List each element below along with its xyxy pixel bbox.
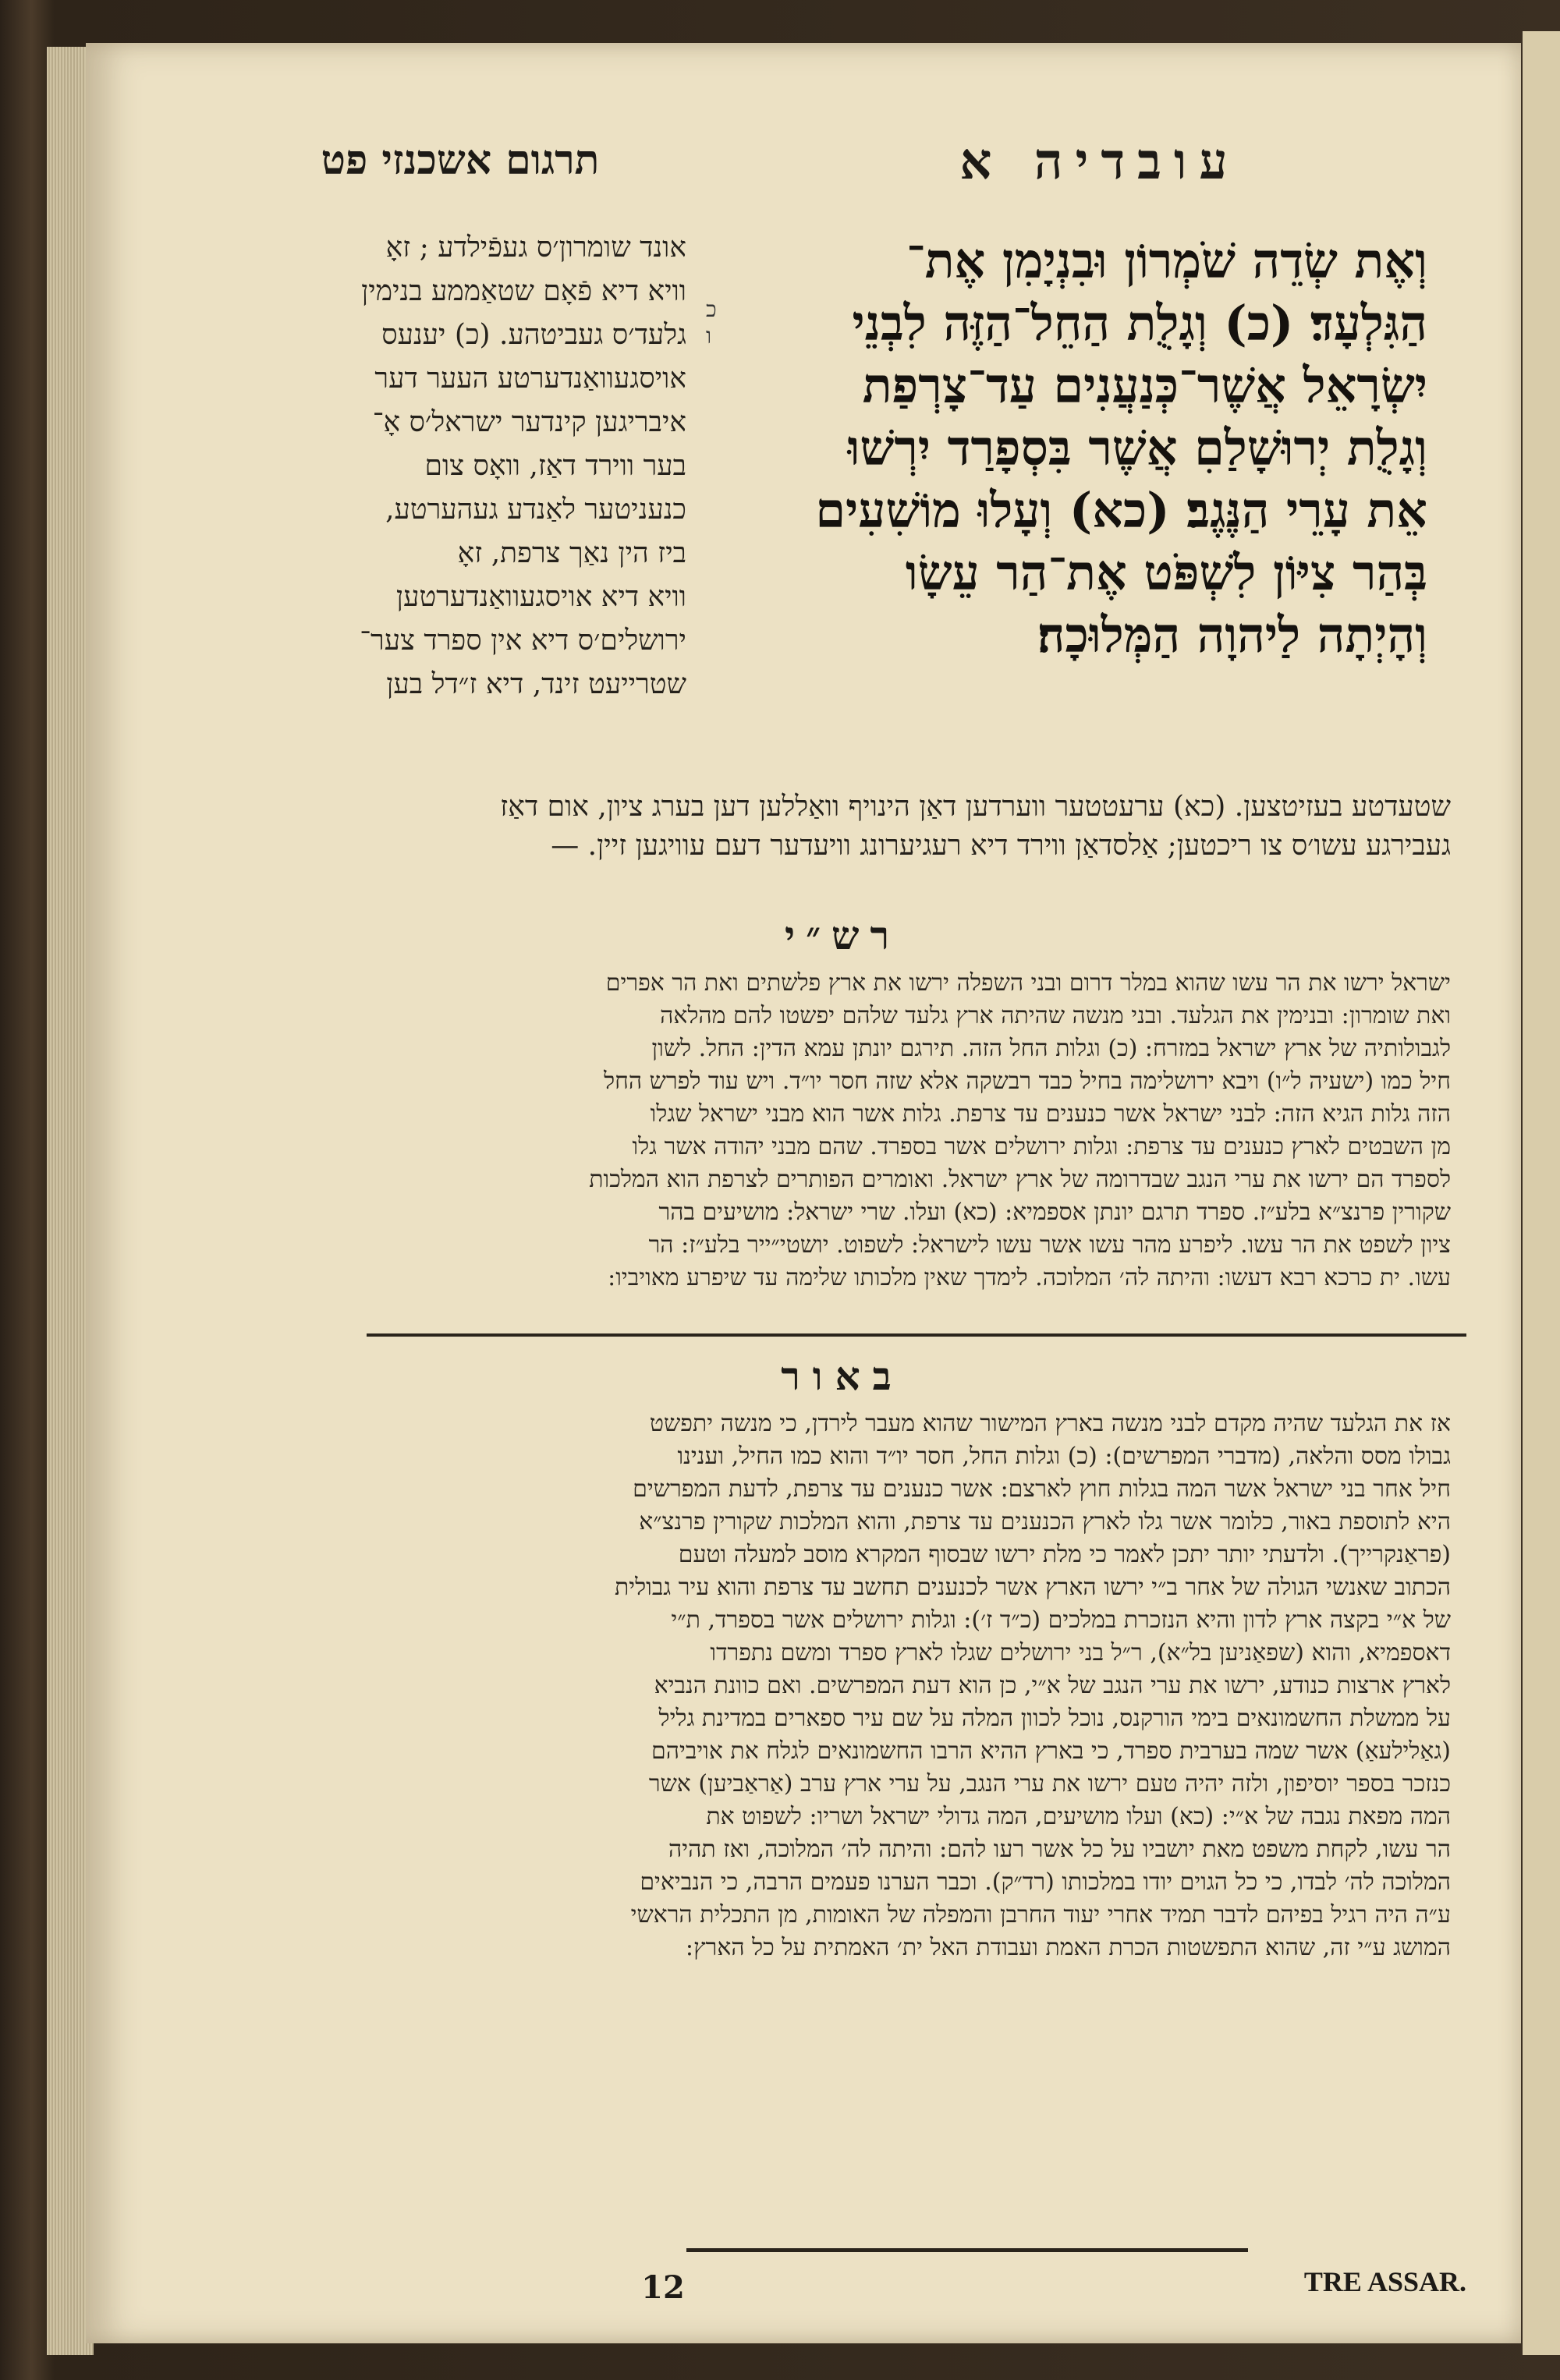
rashi-line: ואת שומרון: ובנימין את הגלעד. ובני מנשה שהיתה ארץ גלעד שלהם יפשטו להם מהלאה — [660, 1002, 1451, 1029]
bible-line: וְגָלֻת יְרוּשָׁלַםִ אֲשֶׁר בִּסְפָרַד יִרְשׁוּ — [847, 420, 1427, 476]
running-head-book: עובדיה א — [959, 133, 1240, 191]
beur-line: ע״ה היה רגיל בפיהם לדבר תמיד אחרי יעוד החרבן והמפלה של האומות, מן התכלית הראשי — [630, 1901, 1451, 1928]
rashi-line: שקורין פרנצ״א בלע״ז. ספרד תרגם יונתן אספמיא: (כא) ועלו. שרי ישראל: מושיעים בהר — [658, 1199, 1451, 1226]
verse-marker: ו — [706, 323, 712, 349]
beur-line: על ממשלת החשמונאים בימי הורקנס, נוכל לכוון המלה על שם עיר ספארים במדינת גליל — [658, 1705, 1451, 1732]
end-divider — [686, 2248, 1248, 2252]
beur-heading: באור — [781, 1353, 904, 1399]
targum-line: איבריגען קינדער ישראל׳ס אָ־ — [372, 406, 686, 438]
rashi-line: ישראל ירשו את הר עשו שהוא במלר דרום ובני השפלה ירשו את ארץ פלשתים ואת הר אפרים — [605, 969, 1451, 997]
beur-line: של א״י בקצה ארץ לדון והיא הנזכרת במלכים (כ״ד ז׳): וגלות ירושלים אשר בספרד, ת״י — [671, 1606, 1451, 1634]
beur-line: לארץ ארצות כנודע, ירשו את ערי הנגב של א״י, כן הוא דעת המפרשים. ואם כוונת הנביא — [654, 1672, 1451, 1699]
page-number: 12 — [641, 2269, 685, 2306]
beur-line: גבולו מסס והלאה, (מדברי המפרשים): (כ) וגלות החל, חסר יו״ד והוא כמו החיל, וענינו — [677, 1443, 1451, 1470]
rashi-line: לגבולותיה של ארץ ישראל במזרח: (כ) וגלות החל הזה. תירגם יונתן עמא הדין: החל. לשון — [651, 1035, 1451, 1062]
bible-line: הַגִּלְעָד׃ (כ) וְגָלֻת הַחֵל־הַזֶּה לִבְנֵי — [852, 295, 1427, 352]
rashi-line: עשו. ית כרכא רבא דעשו: והיתה לה׳ המלוכה. לימדך שאין מלכותו שלימה עד שיפרע מאויביו: — [608, 1264, 1451, 1291]
targum-line: ירושלים׳ס דיא אין ספרד צער־ — [360, 625, 686, 657]
beur-line: המלוכה לה׳ לבדו, כי כל הגוים יודו במלכותו (רד״ק). וכבר הערנו פעמים הרבה, כי הנביאים — [640, 1868, 1451, 1896]
next-page-edge — [1523, 31, 1560, 2355]
beur-line: המושג ע״י זה, שהוא התפשטות הכרת האמת ועבודת האל ית׳ האמתית על כל הארץ: — [685, 1934, 1451, 1961]
rashi-line: לספרד הם ירשו את ערי הנגב שבדרומה של ארץ ישראל. ואומרים הפותרים לצרפת הוא המלכות — [589, 1166, 1451, 1193]
targum-line: בער ווירד דאַז, וואָס צום — [424, 450, 686, 482]
targum-line: שטעדטע בעזיטצען. (כא) ערעטטער ווערדען דאַן הינויף וואַללען דען בערג ציון, אום דאַז — [500, 791, 1451, 823]
catchword: TRE ASSAR. — [1303, 2266, 1466, 2297]
beur-line: הכתוב שאנשי הגולה של אחר ב״י ירשו הארץ אשר לכנענים תחשב עד צרפת והוא עיר גבולית — [614, 1574, 1451, 1601]
section-divider — [367, 1333, 1466, 1337]
targum-line: כנעניטער לאַנדע געהערטע, — [385, 494, 686, 526]
rashi-heading: רש״י — [784, 912, 901, 958]
targum-column — [234, 226, 686, 788]
rashi-line: מן השבטים לארץ כנענים עד צרפת: וגלות ירושלים אשר בספרד. שהם מבני יהודה אשר גלו — [632, 1133, 1451, 1160]
targum-line: אונד שומרון׳ס געפֿילדע ; זאָ — [385, 232, 686, 264]
targum-line: געבירגע עשו׳ס צו ריכטען; אַלסדאַן ווירד דיא רעגיערונג וויעדער דעם עוויגען זיין. — — [551, 830, 1451, 862]
rashi-line: חיל כמו (ישעיה ל״ו) ויבא ירושלימה בחיל כבד רבשקה אלא שזה חסר יו״ד. ויש עוד לפרש החל — [604, 1068, 1451, 1095]
targum-line: אויסגעוואַנדערטע העער דער — [374, 363, 686, 395]
beur-line: (גאַלילעאַ) אשר שמה בערבית ספרד, כי בארץ ההיא הרבו החשמונאים לגלח את אויביהם — [651, 1737, 1451, 1765]
verse-markers — [706, 296, 737, 359]
bible-line: בְּהַר צִיּוֹן לִשְׁפֹּט אֶת־הַר עֵשָׂו — [905, 544, 1427, 601]
targum-line: ביז הין נאַך צרפת, זאָ — [457, 537, 686, 569]
beur-line: כנזכר בספר יוסיפון, ולזה יהיה טעם ירשו את ערי הנגב, על ערי ארץ ערב (אַראַביען) אשר — [648, 1770, 1451, 1797]
targum-line: וויא דיא פֿאָם שטאַממע בנימין — [361, 275, 686, 307]
rashi-commentary — [234, 967, 1451, 1318]
beur-line: הר עשו, לקחת משפט מאת יושביו על כל אשר רעו להם: והיתה לה׳ המלוכה, ואז תהיה — [668, 1836, 1451, 1863]
targum-continuation — [234, 788, 1451, 905]
beur-line: חיל אחר בני ישראל אשר המה בגלות חוץ לארצם: אשר כנענים עד צרפת, לדעת המפרשים — [633, 1475, 1451, 1503]
beur-commentary — [234, 1408, 1451, 2242]
targum-line: שטרייעט זינד, דיא ז״דל בען — [386, 668, 686, 700]
beur-line: (פראַנקרייך). ולדעתי יותר יתכן לאמר כי מלת ירשו שבסוף המקרא מוסב למעלה וטעם — [678, 1541, 1451, 1568]
rashi-line: הזה גלות הגיא הזה: לבני ישראל אשר כנענים עד צרפת. גלות אשר הוא מבני ישראל שגלו — [650, 1100, 1451, 1128]
bible-line: וְאֶת שְׂדֵה שֹׁמְרוֹן וּבִנְיָמִן אֶת־ — [906, 232, 1427, 289]
beur-line: דאספמיא, והוא (שפאַניען בל״א), ר״ל בני ירושלים שגלו לארץ ספרד ומשם נתפרדו — [710, 1639, 1451, 1666]
bible-text — [741, 230, 1427, 737]
running-head-targum: תרגום אשכנזי פט — [321, 136, 600, 184]
bible-line: וְהָיְתָה לַיהוָה הַמְּלוּכָה׃ — [1037, 607, 1427, 664]
rashi-line: ציון לשפט את הר עשו. ליפרע מהר עשו אשר עשו לישראל: לשפוט. יושטי״ייר בלע״ז: הר — [648, 1231, 1451, 1259]
verse-marker: כ — [706, 296, 717, 322]
targum-line: גלעד׳ס געביטהע. (כ) יענעס — [381, 319, 686, 351]
beur-line: היא לתוספת באור, כלומר אשר גלו לארץ הכנענים עד צרפת, והוא המלכות שקורין פרנצ״א — [639, 1508, 1451, 1535]
beur-line: אז את הגלעד שהיה מקדם לבני מנשה בארץ המישור שהוא מעבר לירדן, כי מנשה יתפשט — [649, 1410, 1451, 1437]
bible-line: אֵת עָרֵי הַנֶּגֶב׃ (כא) וְעָלוּ מוֹשִׁעִים — [815, 482, 1427, 539]
bible-line: יִשְׂרָאֵל אֲשֶׁר־כְּנַעֲנִים עַד־צָרְפַת — [862, 357, 1427, 414]
targum-line: וויא דיא אויסגעוואַנדערטען — [395, 581, 686, 613]
beur-line: המה מפאת נגבה של א״י: (כא) ועלו מושיעים, המה גדולי ישראל ושריו: לשפוט את — [706, 1803, 1451, 1830]
